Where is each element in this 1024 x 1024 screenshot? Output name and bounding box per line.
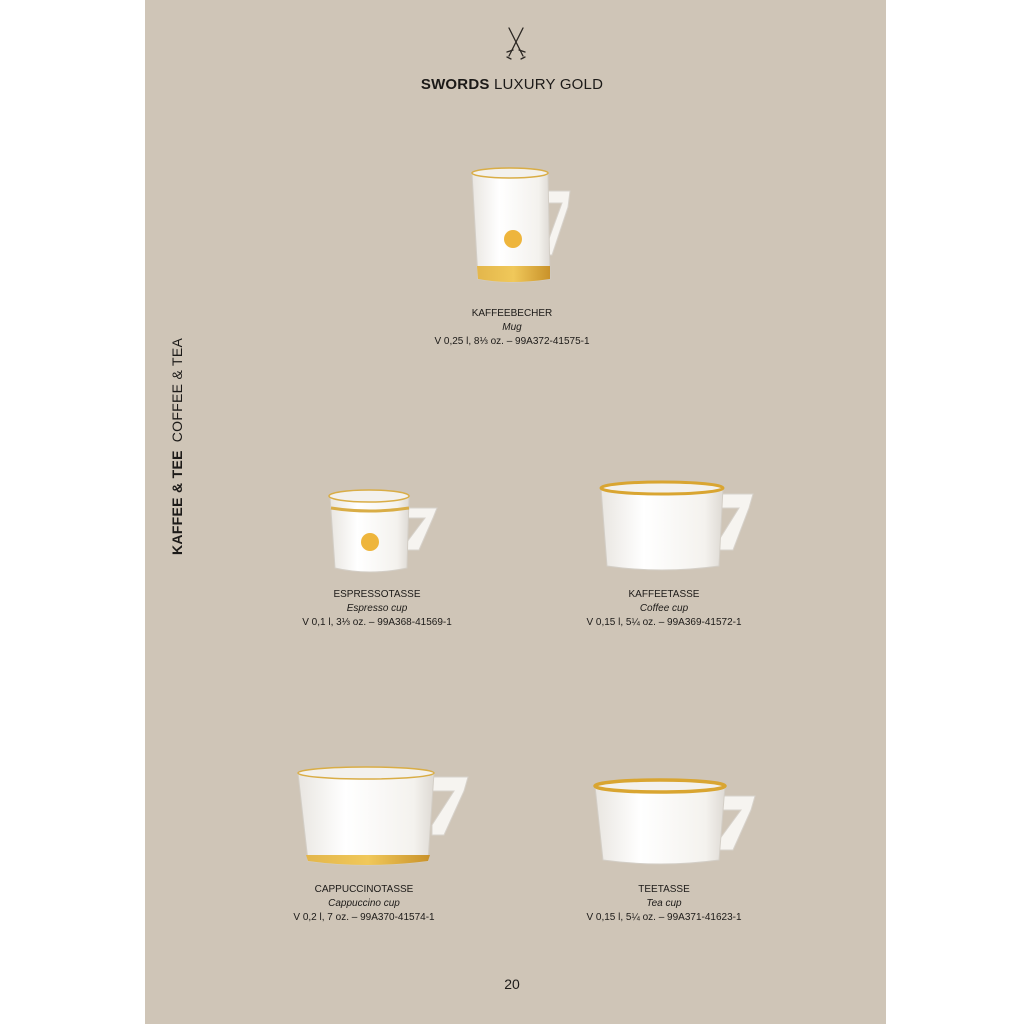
product-spec: V 0,15 l, 5¼ oz. – 99A369-41572-1	[586, 617, 742, 628]
product-name-english: Espresso cup	[346, 603, 408, 614]
product-name-english: Cappuccino cup	[328, 898, 400, 909]
tea-cup-image	[591, 776, 761, 872]
page-title	[0, 76, 1024, 93]
product-caption-coffee	[564, 588, 764, 630]
product-name-english: Coffee cup	[639, 603, 689, 614]
section-label-german: KAFFEE & TEE	[169, 450, 185, 555]
crossed-swords-icon	[505, 26, 527, 60]
title-brand: SWORDS	[420, 76, 490, 93]
product-name-german: ESPRESSOTASSE	[333, 589, 421, 600]
product-caption-mug	[412, 307, 612, 349]
product-name-german: KAFFEEBECHER	[471, 308, 553, 319]
product-caption-tea	[564, 883, 764, 925]
product-caption-espresso	[277, 588, 477, 630]
section-label	[169, 315, 191, 555]
espresso-cup-image	[327, 486, 439, 576]
product-spec: V 0,15 l, 5¼ oz. – 99A371-41623-1	[586, 912, 742, 923]
title-collection: LUXURY GOLD	[493, 76, 604, 93]
section-label-english: COFFEE & TEA	[169, 337, 185, 443]
product-name-english: Tea cup	[646, 898, 682, 909]
product-spec: V 0,2 l, 7 oz. – 99A370-41574-1	[293, 912, 435, 923]
product-name-german: CAPPUCCINOTASSE	[314, 884, 414, 895]
product-caption-cappuccino	[264, 883, 464, 925]
product-name-german: KAFFEETASSE	[628, 589, 700, 600]
page-number: 20	[504, 976, 520, 992]
product-name-english: Mug	[502, 322, 522, 333]
product-spec: V 0,1 l, 3⅓ oz. – 99A368-41569-1	[302, 617, 452, 628]
coffee-cup-image	[597, 478, 759, 576]
cappuccino-cup-image	[294, 763, 474, 873]
product-spec: V 0,25 l, 8⅓ oz. – 99A372-41575-1	[434, 336, 590, 347]
catalog-page	[145, 0, 886, 1024]
product-name-german: TEETASSE	[638, 884, 690, 895]
mug-image	[466, 163, 576, 285]
